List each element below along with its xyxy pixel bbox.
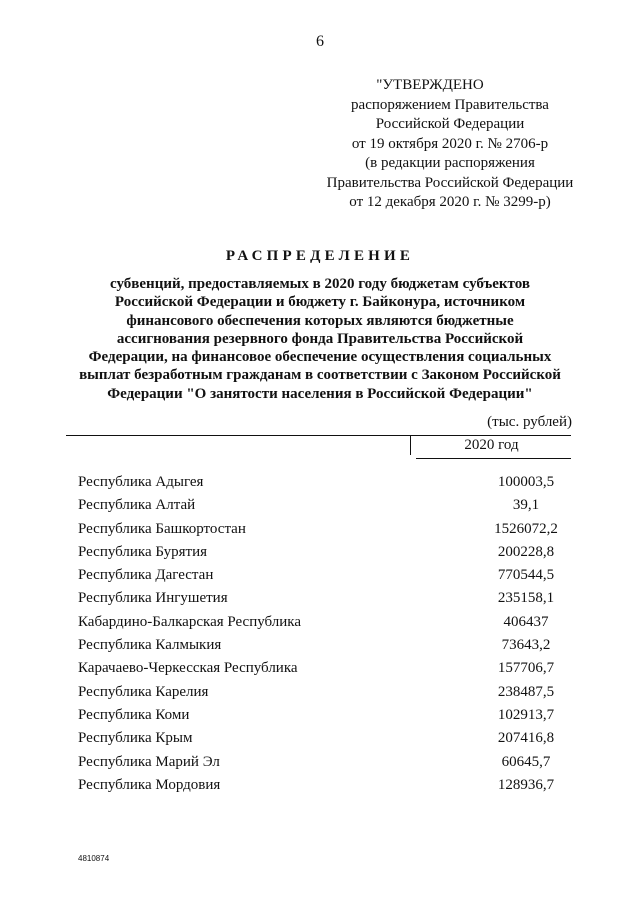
region-name: Республика Коми bbox=[78, 706, 190, 723]
subtitle-line: Федерации "О занятости населения в Российской Федерации" bbox=[107, 385, 533, 402]
approval-line: (в редакции распоряжения bbox=[365, 155, 535, 171]
region-name: Республика Адыгея bbox=[78, 474, 204, 490]
amount-value: 200228,8 bbox=[497, 543, 555, 560]
document-subtitle bbox=[66, 275, 574, 403]
units-label: (тыс. рублей) bbox=[487, 414, 572, 430]
approval-line: "УТВЕРЖДЕНО bbox=[376, 77, 484, 93]
approval-line: Российской Федерации bbox=[375, 116, 525, 132]
subtitle-line: ассигнования резервного фонда Правительства Российской bbox=[116, 330, 524, 347]
subtitle-line: Российской Федерации и бюджету г. Байконура, источником bbox=[114, 294, 526, 311]
distribution-table bbox=[78, 471, 558, 797]
region-name: Карачаево-Черкесская Республика bbox=[78, 660, 298, 677]
amount-value: 1526072,2 bbox=[494, 520, 558, 537]
region-name: Республика Алтай bbox=[78, 497, 196, 514]
approval-block bbox=[300, 76, 600, 213]
document-code: 4810874 bbox=[78, 854, 110, 863]
year-column-header: 2020 год bbox=[464, 437, 519, 453]
table-row bbox=[78, 727, 558, 750]
amount-value: 235158,1 bbox=[497, 590, 555, 607]
table-row bbox=[78, 751, 558, 774]
table-row bbox=[78, 471, 558, 494]
amount-value: 102913,7 bbox=[497, 706, 555, 723]
amount-value: 128936,7 bbox=[497, 776, 555, 793]
amount-value: 60645,7 bbox=[501, 753, 551, 770]
amount-value: 238487,5 bbox=[497, 683, 555, 700]
subtitle-line: субвенций, предоставляемых в 2020 году бюджетам субъектов bbox=[110, 276, 530, 292]
region-name: Республика Калмыкия bbox=[78, 637, 222, 654]
region-name: Республика Бурятия bbox=[78, 543, 208, 560]
amount-value: 207416,8 bbox=[497, 730, 555, 747]
table-row bbox=[78, 541, 558, 564]
region-name: Кабардино-Балкарская Республика bbox=[78, 613, 302, 630]
page-number: 6 bbox=[316, 33, 324, 50]
table-row bbox=[78, 681, 558, 704]
amount-value: 39,1 bbox=[512, 497, 540, 514]
region-name: Республика Мордовия bbox=[78, 776, 221, 793]
subtitle-line: выплат безработным гражданам в соответствии с Законом Российской bbox=[79, 367, 561, 384]
table-header-rule bbox=[66, 435, 571, 436]
amount-value: 406437 bbox=[503, 613, 549, 630]
table-row bbox=[78, 774, 558, 797]
amount-value: 157706,7 bbox=[497, 660, 555, 677]
region-name: Республика Марий Эл bbox=[78, 753, 220, 770]
subtitle-line: Федерации, на финансовое обеспечение осуществления социальных bbox=[88, 349, 552, 366]
approval-line: Правительства Российской Федерации bbox=[326, 174, 574, 191]
table-header-underline bbox=[416, 458, 571, 459]
approval-line: от 19 октября 2020 г. № 2706-р bbox=[351, 135, 549, 152]
region-name: Республика Карелия bbox=[78, 683, 209, 700]
table-row bbox=[78, 611, 558, 634]
approval-line: от 12 декабря 2020 г. № 3299-р) bbox=[349, 194, 551, 210]
region-name: Республика Башкортостан bbox=[78, 520, 246, 537]
table-row bbox=[78, 494, 558, 517]
region-name: Республика Ингушетия bbox=[78, 590, 228, 607]
table-row bbox=[78, 587, 558, 610]
table-row bbox=[78, 564, 558, 587]
region-name: Республика Дагестан bbox=[78, 567, 214, 584]
table-row bbox=[78, 704, 558, 727]
amount-value: 73643,2 bbox=[501, 637, 551, 654]
approval-line: распоряжением Правительства bbox=[351, 96, 549, 113]
table-row bbox=[78, 634, 558, 657]
document-title: РАСПРЕДЕЛЕНИЕ bbox=[225, 248, 415, 264]
table-header-divider bbox=[410, 435, 411, 455]
region-name: Республика Крым bbox=[78, 730, 193, 747]
table-row bbox=[78, 657, 558, 680]
amount-value: 770544,5 bbox=[497, 567, 555, 584]
subtitle-line: финансового обеспечения которых являются бюджетные bbox=[126, 312, 514, 329]
amount-value: 100003,5 bbox=[497, 474, 555, 490]
table-row bbox=[78, 518, 558, 541]
